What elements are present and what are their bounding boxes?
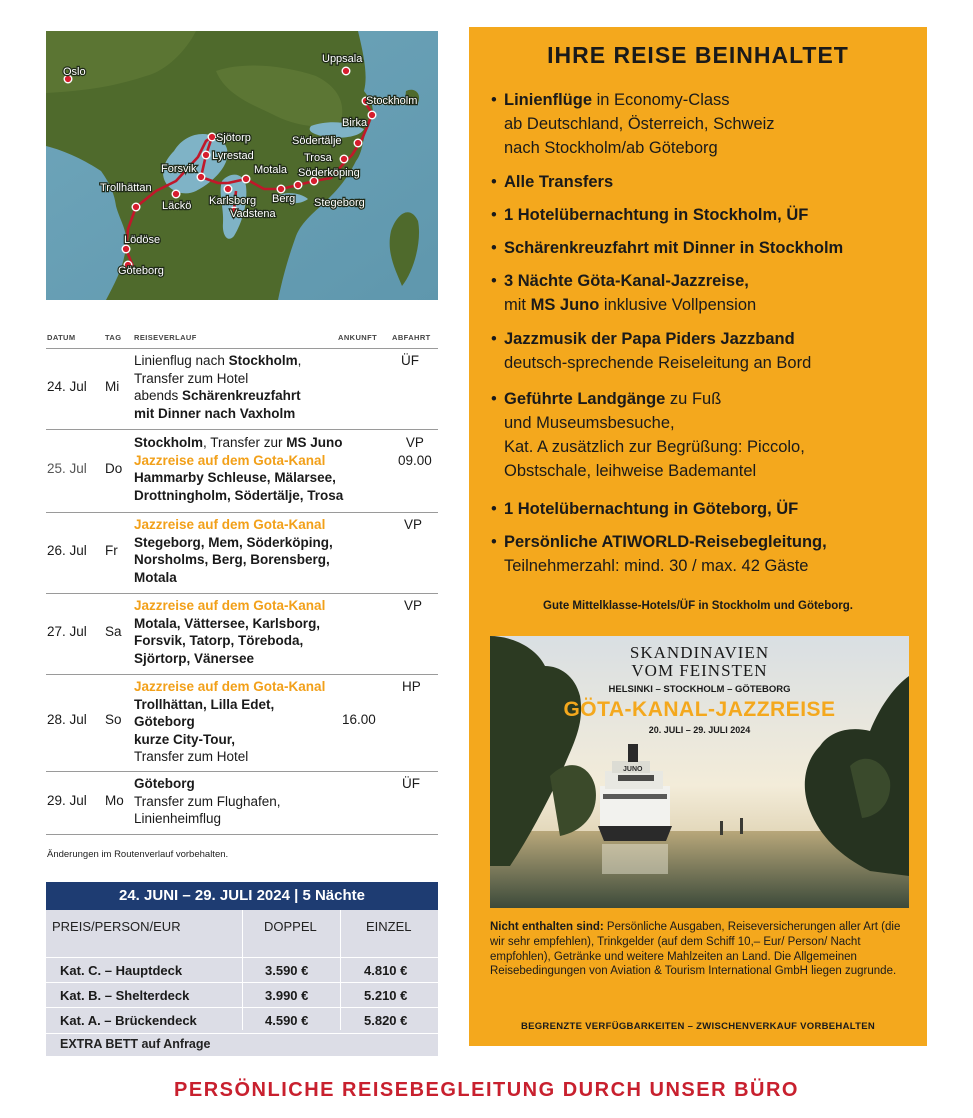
price-col-single: EINZEL (366, 919, 412, 934)
row-departure: ÜF (401, 353, 419, 368)
not-included-text: Nicht enthalten sind: Persönliche Ausgaben, Reiseversicherungen aller Art (die wir sehr empfehlen), Trinkgelder (auf dem Schiff 10,– Eur/ Person/ Nacht empfohlen), Getränke und weitere Mahlzeiten an Land. Die Allgemeinen Reisebedingungen von Aviation & Tourism International GmbH liegen zugrunde. (490, 921, 901, 978)
row-route: Göteborg Transfer zum Flughafen, Linienheimflug (134, 776, 281, 827)
table-row (46, 348, 438, 429)
svg-text:Uppsala: Uppsala (322, 53, 363, 65)
route-change-note: Änderungen im Routenverlauf vorbehalten. (47, 849, 229, 860)
price-col-label: PREIS/PERSON/EUR (52, 919, 181, 934)
row-route: Jazzreise auf dem Gota-Kanal Stegeborg, Mem, Söderköping, Norsholms, Berg, Borensberg, Motala (134, 517, 333, 585)
row-departure: VP 09.00 (398, 435, 432, 468)
row-date: 26. Jul (47, 543, 87, 558)
svg-text:Trosa: Trosa (304, 152, 332, 164)
price-col-double: DOPPEL (264, 919, 317, 934)
row-departure: VP (404, 517, 423, 532)
svg-text:Sjötorp: Sjötorp (216, 132, 251, 144)
price-row: Kat. A. – Brückendeck 4.590 € 5.820 € (46, 1007, 438, 1034)
table-row (46, 512, 438, 593)
svg-text:Karlsborg: Karlsborg (209, 195, 257, 207)
photo-dates: 20. JULI – 29. JULI 2024 (648, 725, 751, 735)
itinerary-header (46, 326, 438, 348)
svg-text:Söderköping: Söderköping (298, 167, 360, 179)
svg-text:Oslo: Oslo (63, 66, 86, 78)
hotels-note: Gute Mittelklasse-Hotels/ÜF in Stockholm und Göteborg. (543, 600, 853, 612)
row-date: 25. Jul (47, 461, 87, 476)
row-route: Stockholm, Transfer zur MS Juno Jazzreise auf dem Gota-Kanal Hammarby Schleuse, Mälarsee, Drottningholm, Södertälje, Trosa (134, 435, 344, 503)
row-day: So (105, 712, 122, 727)
svg-text:Göteborg: Göteborg (118, 265, 164, 277)
limited-availability-note: BEGRENZTE VERFÜGBARKEITEN – ZWISCHENVERKAUF VORBEHALTEN (520, 1021, 876, 1032)
row-departure: VP (404, 598, 423, 613)
cruise-photo (490, 636, 909, 908)
photo-route: HELSINKI – STOCKHOLM – GÖTEBORG (608, 684, 791, 695)
svg-text:Stegeborg: Stegeborg (314, 197, 365, 209)
row-date: 28. Jul (47, 712, 87, 727)
row-route: Jazzreise auf dem Gota-Kanal Motala, Vättersee, Karlsborg, Forsvik, Tatorp, Töreboda, Sjörtorp, Vänersee (134, 598, 326, 666)
map-city-vadstena (230, 207, 277, 220)
row-route: Jazzreise auf dem Gota-Kanal Trollhättan, Lilla Edet, Göteborg kurze City-Tour, Transfer zum Hotel (134, 679, 326, 765)
row-departure: HP (402, 679, 421, 694)
svg-text:Forsvik: Forsvik (161, 163, 197, 175)
price-row: Kat. B. – Shelterdeck 3.990 € 5.210 € (46, 982, 438, 1008)
table-row (46, 771, 438, 835)
col-route: REISEVERLAUF (134, 333, 197, 342)
svg-text:Birka: Birka (342, 117, 368, 129)
footer-tagline: PERSÖNLICHE REISEBEGLEITUNG DURCH UNSER BÜRO (174, 1079, 799, 1101)
photo-title: SKANDINAVIEN VOM FEINSTEN (629, 643, 770, 680)
included-title: IHRE REISE BEINHALTET (547, 42, 849, 68)
svg-text:Berg: Berg (272, 193, 296, 205)
svg-text:JUNO: JUNO (623, 766, 643, 773)
row-day: Do (105, 461, 123, 476)
price-table (46, 882, 438, 1056)
photo-headline: GÖTA-KANAL-JAZZREISE (563, 698, 836, 721)
col-date: DATUM (47, 333, 76, 342)
price-table-header: 24. JUNI – 29. JULI 2024 | 5 Nächte (46, 882, 438, 910)
route-map (46, 31, 438, 300)
row-date: 27. Jul (47, 624, 87, 639)
svg-text:Lödöse: Lödöse (124, 234, 161, 246)
price-row: Kat. C. – Hauptdeck 3.590 € 4.810 € (46, 957, 438, 983)
row-day: Sa (105, 624, 122, 639)
svg-text:Vadstena: Vadstena (230, 208, 276, 220)
svg-text:Motala: Motala (254, 164, 288, 176)
row-day: Fr (105, 543, 118, 558)
col-departure: ABFAHRT (392, 333, 431, 342)
extra-bed-note: EXTRA BETT auf Anfrage (60, 1037, 211, 1051)
row-date: 29. Jul (47, 793, 87, 808)
table-row (46, 429, 438, 512)
itinerary-table (46, 326, 438, 835)
col-day: TAG (105, 333, 122, 342)
table-row (46, 674, 438, 771)
row-day: Mo (105, 793, 124, 808)
row-departure: ÜF (402, 776, 420, 791)
col-arrival: ANKUNFT (338, 333, 378, 342)
table-row (46, 593, 438, 674)
included-box: IHRE REISE BEINHALTET • Linienflüge in Economy-Class ab Deutschland, Österreich, Schweiz nach Stockholm/ab Göteborg • Alle Transfers • 1 Hotelübernachtung in Stockholm, ÜF • Schärenkreuzfahrt mit Dinner in Stockholm • 3 Nächte Göta-Kanal-Jazzreise, mit MS Juno inklusive Vollpension • Jazzmusik der Papa Piders Jazzband deutsch-sprechende Reiseleitung an Bord • Geführte Landgänge zu Fuß und Museumsbesuche, Kat. A zusätzlich zur Begrüßung: Piccolo, Obstschale, leihweise Bademantel • 1 Hotelübernachtung in Göteborg, ÜF • Persönliche ATIWORLD-Reisebegleitung, Teilnehmerzahl: mind. 30 / max. 42 Gäste Gute Mittelklasse-Hotels/ÜF in Stockholm und Göteborg. JUNO SKANDINAVIEN VOM FEINSTEN HELSINKI – STOCKHOLM – GÖTEBORG GÖTA-KANAL-JAZZREISE 20. JULI – 29. JULI 2024 Nicht enthalten sind: Persönliche Ausgaben, Reiseversicherungen aller Art (die wir sehr empfehlen), Trinkgelder (auf dem Schiff 10,– Eur/ Person/ Nacht empfohlen), Getränke und weitere Mahlzeiten an Land. Die Allgemeinen Reisebedingungen von Aviation & Tourism International GmbH liegen zugrunde. BEGRENZTE VERFÜGBARKEITEN – ZWISCHENVERKAUF VORBEHALTEN (469, 27, 927, 1046)
map-city-stockholm (362, 95, 417, 107)
svg-text:Lyrestad: Lyrestad (212, 150, 254, 162)
svg-text:Södertälje: Södertälje (292, 135, 342, 147)
row-arrival: 16.00 (342, 712, 376, 727)
svg-text:Stockholm: Stockholm (366, 95, 418, 107)
row-route: Linienflug nach Stockholm, Transfer zum Hotel abends Schärenkreuzfahrt mit Dinner nach Vaxholm (134, 353, 302, 421)
row-date: 24. Jul (47, 379, 87, 394)
svg-text:Läckö: Läckö (162, 200, 192, 212)
svg-text:Trollhättan: Trollhättan (100, 182, 152, 194)
row-day: Mi (105, 379, 120, 394)
